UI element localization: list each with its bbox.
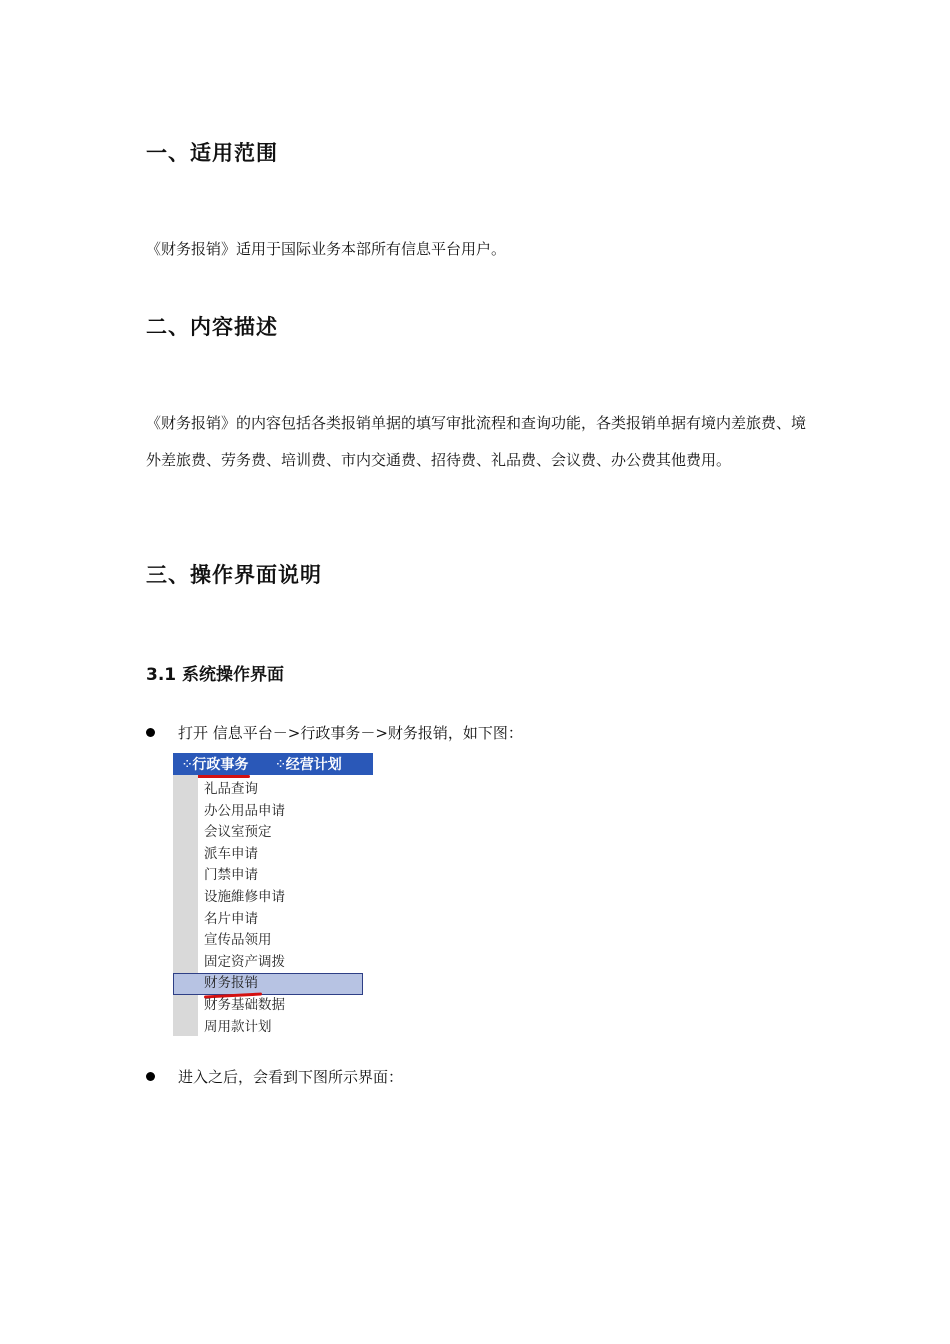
menu-item-office-supplies[interactable]: 办公用品申请 <box>204 802 285 819</box>
section-3-title: 三、操作界面说明 <box>146 563 322 587</box>
grip-icon: ⁘ <box>276 758 284 770</box>
grip-icon: ⁘ <box>183 758 191 770</box>
menu-tab-bar <box>173 753 373 775</box>
menu-item-business-card[interactable]: 名片申请 <box>204 910 258 927</box>
bullet-item-enter <box>146 1066 403 1087</box>
tab-business-plan[interactable] <box>276 754 341 774</box>
section-1-title: 一、适用范围 <box>146 141 278 165</box>
section-2-title: 二、内容描述 <box>146 315 278 339</box>
menu-body <box>173 775 373 1036</box>
bullet-dot-icon <box>146 1072 155 1081</box>
bullet-dot-icon <box>146 728 155 737</box>
tab-label: 行政事务 <box>192 757 249 773</box>
menu-item-facility-repair[interactable]: 设施維修申请 <box>204 888 285 905</box>
tab-admin-affairs[interactable] <box>173 754 248 774</box>
menu-item-promo-items[interactable]: 宣传品领用 <box>204 932 272 949</box>
menu-item-asset-transfer[interactable]: 固定资产调拨 <box>204 953 285 970</box>
menu-screenshot <box>173 753 373 1036</box>
menu-list <box>173 779 373 1038</box>
menu-item-finance-reimbursement[interactable] <box>173 973 363 995</box>
menu-item-access-request[interactable]: 门禁申请 <box>204 867 258 884</box>
menu-item-car-request[interactable]: 派车申请 <box>204 845 258 862</box>
bullet-text: 打开 信息平台－>行政事务－>财务报销，如下图： <box>178 724 523 742</box>
bullet-text: 进入之后，会看到下图所示界面： <box>178 1068 404 1086</box>
menu-item-label: 财务报销 <box>204 975 258 992</box>
bullet-item-open <box>146 722 523 743</box>
menu-item-finance-base-data[interactable]: 财务基础数据 <box>204 996 285 1013</box>
section-1-text: 《财务报销》适用于国际业务本部所有信息平台用户。 <box>146 240 507 258</box>
section-3-1-title: 3.1 系统操作界面 <box>146 665 285 685</box>
section-2-text: 《财务报销》的内容包括各类报销单据的填写审批流程和查询功能，各类报销单据有境内差旅费、境外差旅费、劳务费、培训费、市内交通费、招待费、礼品费、会议费、办公费其他费用。 <box>146 414 807 469</box>
menu-item-weekly-fund-plan[interactable]: 周用款计划 <box>204 1018 272 1035</box>
menu-item-gift-query[interactable]: 礼品查询 <box>204 781 258 797</box>
menu-item-meeting-room[interactable]: 会议室预定 <box>204 824 272 841</box>
tab-label: 经营计划 <box>285 757 342 773</box>
